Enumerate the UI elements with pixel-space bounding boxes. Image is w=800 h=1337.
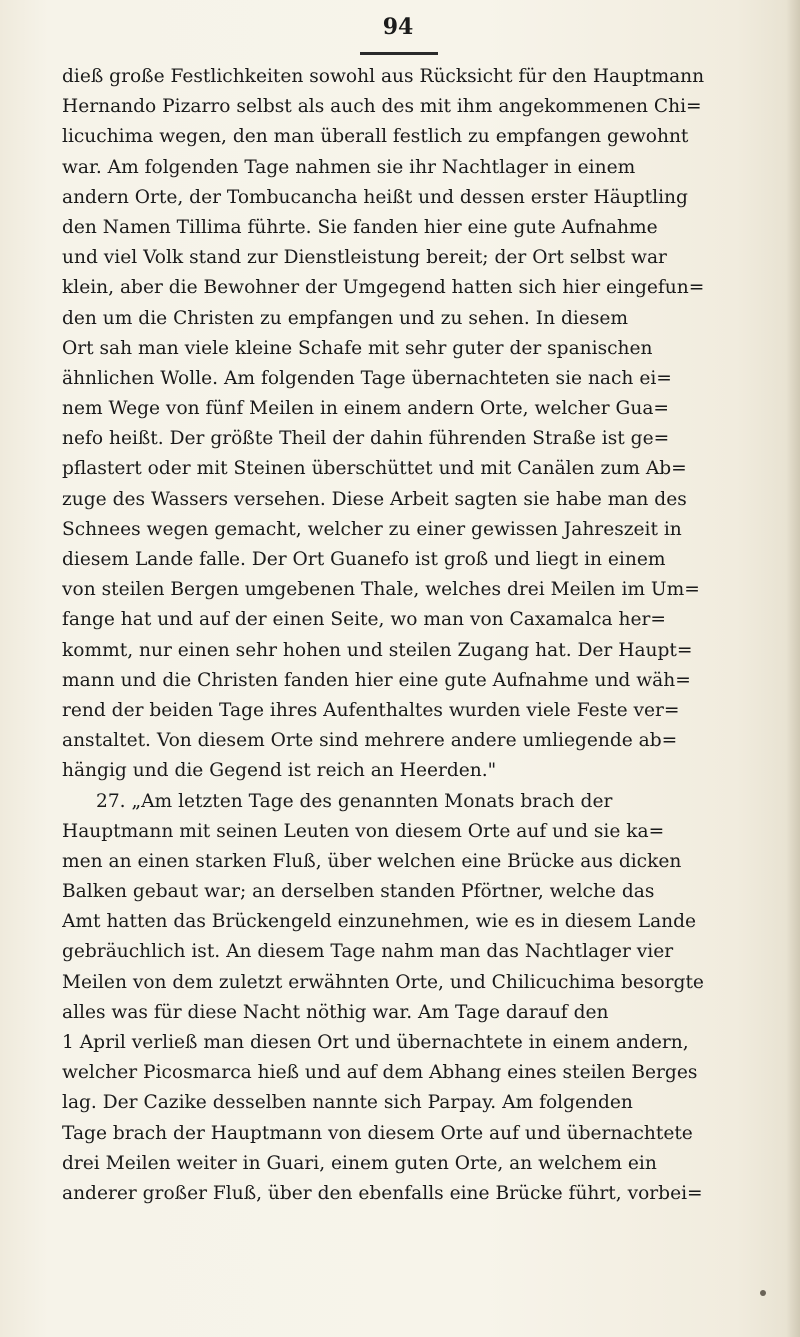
text-line: Amt hatten das Brückengeld einzunehmen, wie es in diesem Lande (62, 911, 697, 933)
text-line: und viel Volk stand zur Dienstleistung bereit; der Ort selbst war (62, 247, 667, 269)
text-line: zuge des Wassers versehen. Diese Arbeit sagten sie habe man des (62, 488, 687, 510)
text-line: andern Orte, der Tombucancha heißt und dessen erster Häuptling (62, 186, 688, 208)
page-number: 94 (382, 14, 414, 40)
page-edge-shadow (786, 0, 800, 1337)
body-text (62, 62, 762, 1209)
text-line: lag. Der Cazike desselben nannte sich Parpay. Am folgenden (62, 1092, 633, 1114)
text-line: licuchima wegen, den man überall festlich zu empfangen gewohnt (62, 126, 689, 148)
text-line: anderer großer Fluß, über den ebenfalls eine Brücke führt, vorbei= (62, 1182, 703, 1204)
text-line: den um die Christen zu empfangen und zu sehen. In diesem (62, 307, 628, 329)
text-line: drei Meilen weiter in Guari, einem guten Orte, an welchem ein (62, 1152, 657, 1174)
text-line: den Namen Tillima führte. Sie fanden hier eine gute Aufnahme (62, 216, 658, 238)
text-line: rend der beiden Tage ihres Aufenthaltes wurden viele Feste ver= (62, 699, 680, 721)
text-line: mann und die Christen fanden hier eine gute Aufnahme und wäh= (62, 669, 691, 691)
text-line: hängig und die Gegend ist reich an Heerden." (62, 760, 497, 782)
text-line: welcher Picosmarca hieß und auf dem Abhang eines steilen Berges (62, 1062, 698, 1084)
text-line: Schnees wegen gemacht, welcher zu einer gewissen Jahreszeit in (62, 518, 682, 540)
text-line: ähnlichen Wolle. Am folgenden Tage übernachteten sie nach ei= (62, 367, 672, 389)
text-line: Hauptmann mit seinen Leuten von diesem Orte auf und sie ka= (62, 820, 665, 842)
text-line: nem Wege von fünf Meilen in einem andern Orte, welcher Gua= (62, 398, 669, 420)
text-line: anstaltet. Von diesem Orte sind mehrere andere umliegende ab= (62, 730, 678, 752)
text-line: men an einen starken Fluß, über welchen eine Brücke aus dicken (62, 850, 682, 872)
text-line: alles was für diese Nacht nöthig war. Am Tage darauf den (62, 1001, 609, 1023)
text-line: Tage brach der Hauptmann von diesem Orte auf und übernachtete (62, 1122, 693, 1144)
text-line: klein, aber die Bewohner der Umgegend hatten sich hier eingefun= (62, 277, 705, 299)
text-line: kommt, nur einen sehr hohen und steilen Zugang hat. Der Haupt= (62, 639, 693, 661)
text-line: Balken gebaut war; an derselben standen Pförtner, welche das (62, 881, 655, 903)
text-line: nefo heißt. Der größte Theil der dahin führenden Straße ist ge= (62, 428, 670, 450)
text-line: gebräuchlich ist. An diesem Tage nahm man das Nachtlager vier (62, 941, 674, 963)
text-line: Hernando Pizarro selbst als auch des mit ihm angekommenen Chi= (62, 96, 702, 118)
text-line: dieß große Festlichkeiten sowohl aus Rücksicht für den Hauptmann (62, 66, 705, 87)
text-line: war. Am folgenden Tage nahmen sie ihr Nachtlager in einem (62, 156, 636, 178)
text-line: von steilen Bergen umgebenen Thale, welches drei Meilen im Um= (62, 579, 700, 601)
text-line: diesem Lande falle. Der Ort Guanefo ist groß und liegt in einem (62, 549, 666, 570)
paper-speck (760, 1290, 766, 1296)
paragraph-start-line: 27. „Am letzten Tage des genannten Monats brach der (96, 790, 613, 812)
text-line: Meilen von dem zuletzt erwähnten Orte, und Chilicuchima besorgte (62, 971, 704, 993)
text-line: 1 April verließ man diesen Ort und übernachtete in einem andern, (62, 1032, 689, 1053)
text-line: Ort sah man viele kleine Schafe mit sehr guter der spanischen (62, 337, 653, 359)
text-line: pflastert oder mit Steinen überschüttet und mit Canälen zum Ab= (62, 458, 687, 480)
header-rule (360, 52, 438, 55)
text-line: fange hat und auf der einen Seite, wo man von Caxamalca her= (62, 609, 666, 631)
